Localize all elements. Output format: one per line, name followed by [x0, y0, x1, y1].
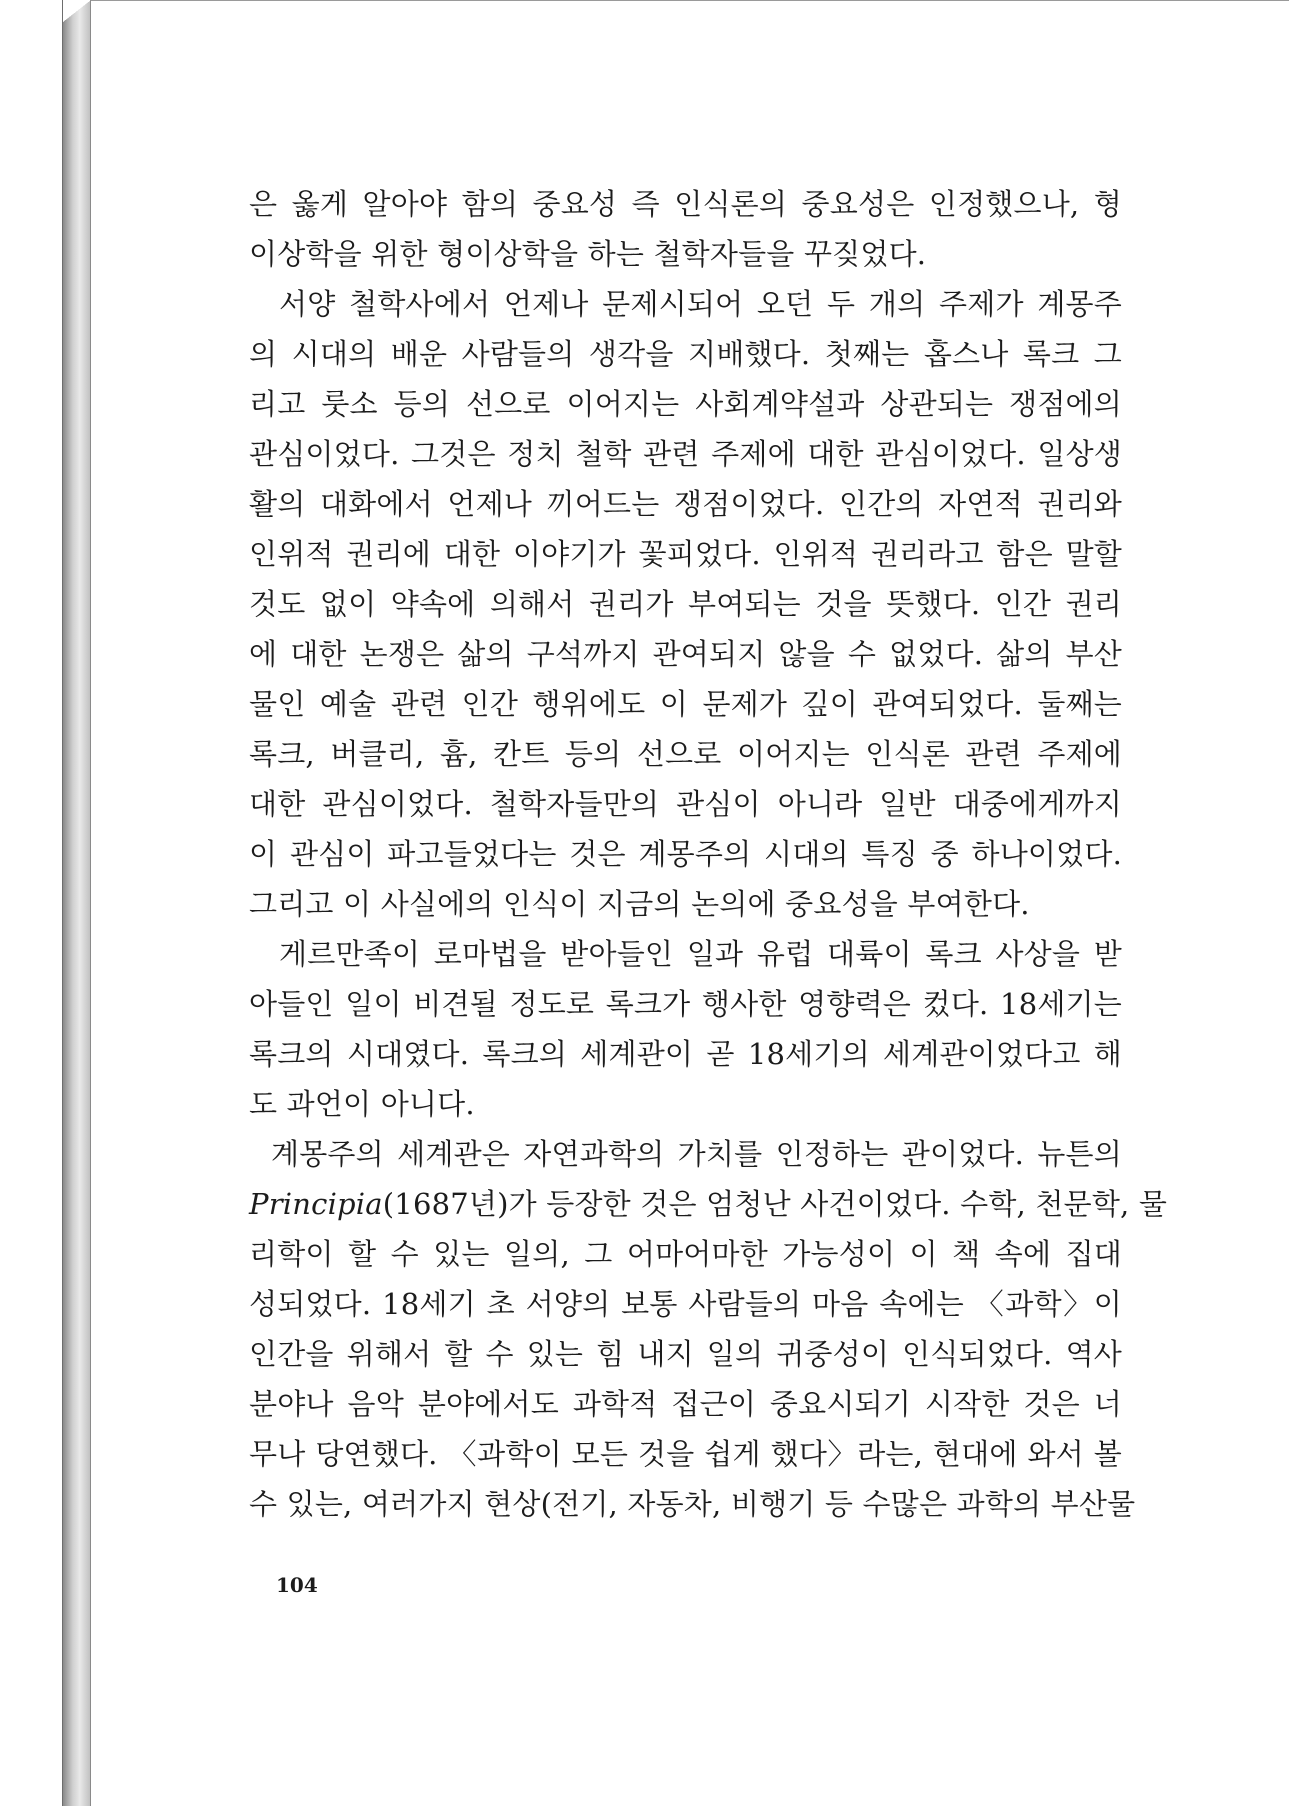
text-line: 도 과언이 아니다.: [249, 1087, 475, 1121]
text-line: 그리고 이 사실에의 인식이 지금의 논의에 중요성을 부여한다.: [249, 887, 1030, 921]
text-line: 록크, 버클리, 흄, 칸트 등의 선으로 이어지는 인식론 관련 주제에: [249, 737, 1122, 771]
text-line: 아들인 일이 비견될 정도로 록크가 행사한 영향력은 컸다. 18세기는: [249, 987, 1122, 1021]
text-line: 의 시대의 배운 사람들의 생각을 지배했다. 첫째는 홉스나 록크 그: [249, 337, 1122, 371]
text-line: [249, 1179, 1168, 1229]
book: [62, 0, 1289, 1806]
text-line: 인위적 권리에 대한 이야기가 꽃피었다. 인위적 권리라고 함은 말할: [249, 537, 1122, 571]
text-line: 계몽주의 세계관은 자연과학의 가치를 인정하는 관이었다. 뉴튼의: [271, 1137, 1122, 1171]
text-line: 에 대한 논쟁은 삶의 구석까지 관여되지 않을 수 없었다. 삶의 부산: [249, 637, 1122, 671]
text-line: 수 있는, 여러가지 현상(전기, 자동차, 비행기 등 수많은 과학의 부산물: [249, 1487, 1136, 1521]
text-line: 대한 관심이었다. 철학자들만의 관심이 아니라 일반 대중에게까지: [249, 787, 1122, 821]
book-page: [90, 0, 1289, 1806]
text-line: 인간을 위해서 할 수 있는 힘 내지 일의 귀중성이 인식되었다. 역사: [249, 1337, 1122, 1371]
text-line: 물인 예술 관련 인간 행위에도 이 문제가 깊이 관여되었다. 둘째는: [249, 687, 1122, 721]
text-line: 리학이 할 수 있는 일의, 그 어마어마한 가능성이 이 책 속에 집대: [249, 1237, 1122, 1271]
text-line: 록크의 시대였다. 록크의 세계관이 곧 18세기의 세계관이었다고 해: [249, 1037, 1122, 1071]
body-text: [249, 179, 1168, 1529]
text-line: 리고 룻소 등의 선으로 이어지는 사회계약설과 상관되는 쟁점에의: [249, 387, 1122, 421]
text-line-rest: (1687년)가 등장한 것은 엄청난 사건이었다. 수학, 천문학, 물: [382, 1187, 1168, 1221]
text-line: 성되었다. 18세기 초 서양의 보통 사람들의 마음 속에는 〈과학〉이: [249, 1287, 1122, 1321]
text-line: 게르만족이 로마법을 받아들인 일과 유럽 대륙이 록크 사상을 받: [279, 937, 1122, 971]
book-spine-edge: [62, 0, 91, 1806]
text-line: 이 관심이 파고들었다는 것은 계몽주의 시대의 특징 중 하나이었다.: [249, 837, 1122, 871]
text-line: 것도 없이 약속에 의해서 권리가 부여되는 것을 뜻했다. 인간 권리: [249, 587, 1122, 621]
text-line: 무나 당연했다. 〈과학이 모든 것을 쉽게 했다〉라는, 현대에 와서 볼: [249, 1437, 1122, 1471]
text-line: 은 옳게 알아야 함의 중요성 즉 인식론의 중요성은 인정했으나, 형: [249, 187, 1122, 221]
text-line: 관심이었다. 그것은 정치 철학 관련 주제에 대한 관심이었다. 일상생: [249, 437, 1122, 471]
text-line: 활의 대화에서 언제나 끼어드는 쟁점이었다. 인간의 자연적 권리와: [249, 487, 1122, 521]
italic-title: Principia: [249, 1187, 383, 1221]
text-line: 서양 철학사에서 언제나 문제시되어 오던 두 개의 주제가 계몽주: [279, 287, 1122, 321]
text-line: 분야나 음악 분야에서도 과학적 접근이 중요시되기 시작한 것은 너: [249, 1387, 1122, 1421]
text-line: 이상학을 위한 형이상학을 하는 철학자들을 꾸짖었다.: [249, 237, 927, 271]
page-number: 104: [276, 1573, 318, 1597]
